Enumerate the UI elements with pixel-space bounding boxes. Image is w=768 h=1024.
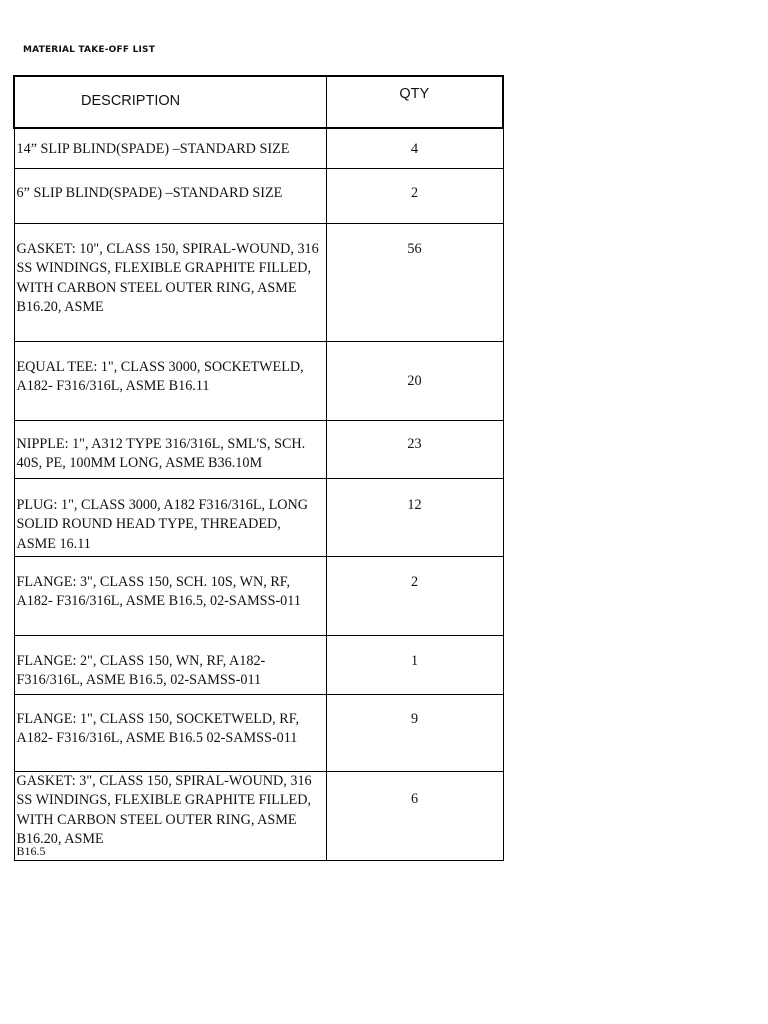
row-description: FLANGE: 3", CLASS 150, SCH. 10S, WN, RF, A182- F316/316L, ASME B16.5, 02-SAMSS-011 <box>14 556 326 635</box>
row-qty: 23 <box>326 420 503 478</box>
table-row <box>14 223 503 341</box>
row-description: FLANGE: 1", CLASS 150, SOCKETWELD, RF, A182- F316/316L, ASME B16.5 02-SAMSS-011 <box>14 694 326 771</box>
row-qty: 2 <box>326 168 503 223</box>
row-qty: 12 <box>326 478 503 556</box>
qty-column-header: QTY <box>326 76 503 128</box>
material-takeoff-table <box>13 75 504 861</box>
row-description: NIPPLE: 1", A312 TYPE 316/316L, SML'S, SCH. 40S, PE, 100MM LONG, ASME B36.10M <box>14 420 326 478</box>
row-description: 6” SLIP BLIND(SPADE) –STANDARD SIZE <box>14 168 326 223</box>
row-qty: 1 <box>326 635 503 694</box>
row-description: GASKET: 3", CLASS 150, SPIRAL-WOUND, 316 SS WINDINGS, FLEXIBLE GRAPHITE FILLED, WITH CARBON STEEL OUTER RING, ASME B16.20, ASME <box>16 772 312 847</box>
row-qty: 4 <box>326 128 503 168</box>
row-qty: 20 <box>326 341 503 420</box>
table-row <box>14 556 503 635</box>
table-row <box>14 420 503 478</box>
row-description: 14” SLIP BLIND(SPADE) –STANDARD SIZE <box>14 128 326 168</box>
table-row <box>14 128 503 168</box>
document-title: MATERIAL TAKE-OFF LIST <box>23 45 156 55</box>
table-row <box>14 168 503 223</box>
row-qty: 6 <box>326 771 503 860</box>
table-row <box>14 771 503 860</box>
row-description: GASKET: 10", CLASS 150, SPIRAL-WOUND, 316 SS WINDINGS, FLEXIBLE GRAPHITE FILLED, WITH CARBON STEEL OUTER RING, ASME B16.20, ASME <box>14 223 326 341</box>
row-description: EQUAL TEE: 1", CLASS 3000, SOCKETWELD, A182- F316/316L, ASME B16.11 <box>14 341 326 420</box>
row-description: FLANGE: 2", CLASS 150, WN, RF, A182-F316/316L, ASME B16.5, 02-SAMSS-011 <box>14 635 326 694</box>
table-row <box>14 341 503 420</box>
row-description-cell <box>14 771 326 860</box>
row-qty: 56 <box>326 223 503 341</box>
row-description-tail: B16.5 <box>16 843 46 858</box>
row-qty: 9 <box>326 694 503 771</box>
table-row <box>14 478 503 556</box>
row-description: PLUG: 1", CLASS 3000, A182 F316/316L, LONG SOLID ROUND HEAD TYPE, THREADED, ASME 16.11 <box>14 478 326 556</box>
description-column-header: DESCRIPTION <box>14 76 326 128</box>
table-row <box>14 635 503 694</box>
table-row <box>14 694 503 771</box>
table-header-row <box>14 76 503 128</box>
row-qty: 2 <box>326 556 503 635</box>
